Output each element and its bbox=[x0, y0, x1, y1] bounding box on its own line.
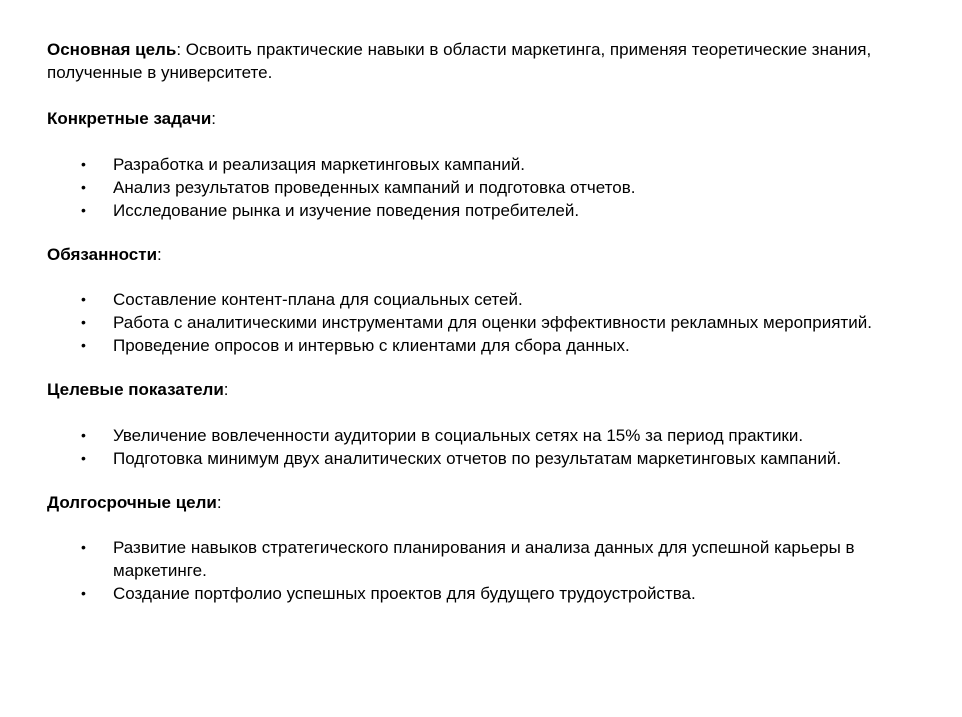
bullet-list bbox=[47, 153, 907, 222]
bullet-icon: • bbox=[81, 337, 86, 353]
section-title: Обязанности bbox=[47, 245, 158, 264]
bullet-icon: • bbox=[81, 450, 86, 466]
intro-text: : Освоить практические навыки в области маркетинга, применяя теоретические знания, полученные в университете. bbox=[47, 40, 872, 82]
section-duties bbox=[47, 243, 907, 378]
section-heading: Долгосрочные цели: bbox=[47, 493, 222, 512]
section-targets bbox=[47, 378, 907, 491]
bullet-list bbox=[47, 424, 907, 470]
list-item: • Развитие навыков стратегического планирования и анализа данных для успешной карьеры в маркетинге. bbox=[81, 538, 855, 580]
intro-paragraph bbox=[47, 38, 907, 84]
bullet-icon: • bbox=[81, 427, 86, 443]
bullet-icon: • bbox=[81, 291, 86, 307]
section-longterm bbox=[47, 491, 907, 605]
section-title: Конкретные задачи bbox=[47, 109, 212, 128]
list-item: • Составление контент-плана для социальных сетей. bbox=[81, 290, 523, 309]
list-item: • Подготовка минимум двух аналитических отчетов по результатам маркетинговых кампаний. bbox=[81, 449, 842, 468]
bullet-list bbox=[47, 536, 907, 605]
document-body bbox=[47, 38, 907, 605]
section-tasks bbox=[47, 107, 907, 243]
bullet-icon: • bbox=[81, 202, 86, 218]
list-item: • Анализ результатов проведенных кампаний и подготовка отчетов. bbox=[81, 178, 636, 197]
bullet-icon: • bbox=[81, 539, 86, 555]
bullet-list bbox=[47, 288, 907, 357]
bullet-icon: • bbox=[81, 156, 86, 172]
list-item: • Исследование рынка и изучение поведения потребителей. bbox=[81, 201, 580, 220]
list-item: • Увеличение вовлеченности аудитории в социальных сетях на 15% за период практики. bbox=[81, 426, 804, 445]
list-item: • Проведение опросов и интервью с клиентами для сбора данных. bbox=[81, 336, 630, 355]
list-item: • Разработка и реализация маркетинговых кампаний. bbox=[81, 155, 526, 174]
intro-label: Основная цель bbox=[47, 40, 177, 59]
bullet-icon: • bbox=[81, 179, 86, 195]
section-title: Целевые показатели bbox=[47, 380, 224, 399]
section-heading: Обязанности: bbox=[47, 245, 162, 264]
bullet-icon: • bbox=[81, 314, 86, 330]
list-item: • Работа с аналитическими инструментами для оценки эффективности рекламных мероприятий. bbox=[81, 313, 872, 332]
section-heading: Конкретные задачи: bbox=[47, 109, 216, 128]
bullet-icon: • bbox=[81, 585, 86, 601]
list-item: • Создание портфолио успешных проектов для будущего трудоустройства. bbox=[81, 584, 696, 603]
section-title: Долгосрочные цели bbox=[47, 493, 217, 512]
section-heading: Целевые показатели: bbox=[47, 380, 229, 399]
